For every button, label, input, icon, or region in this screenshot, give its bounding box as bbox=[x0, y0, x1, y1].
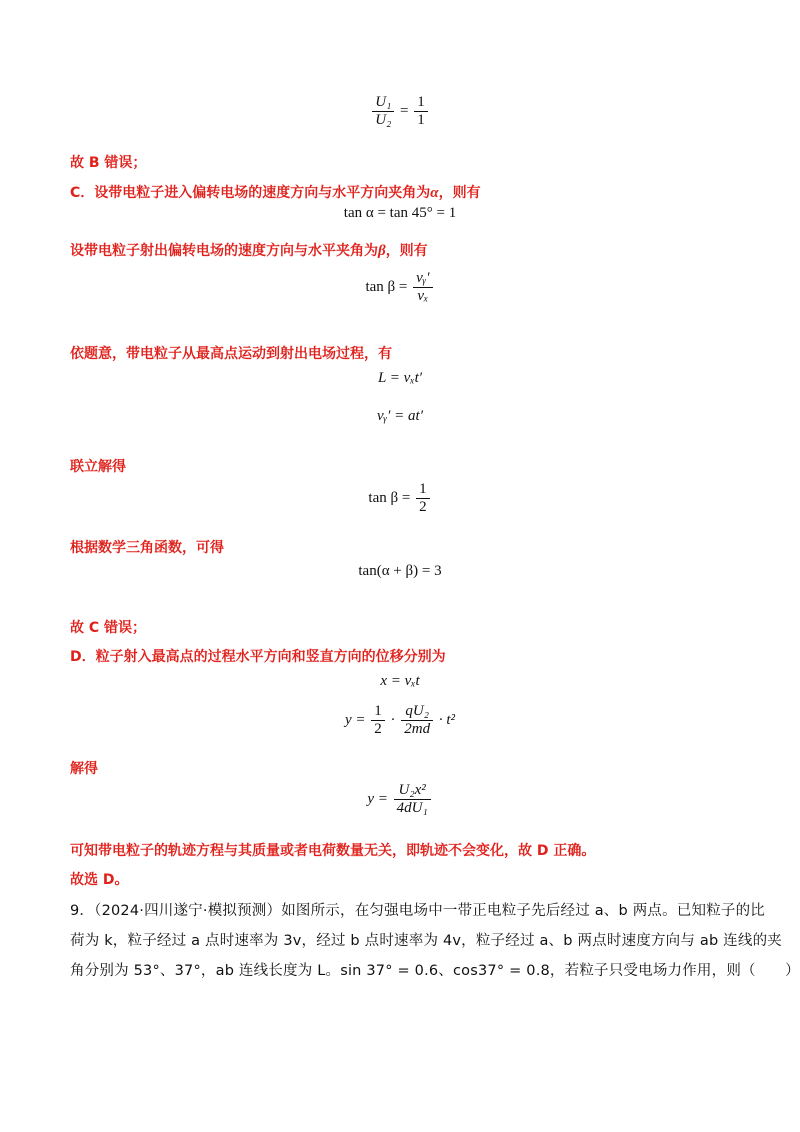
question-line-2: 荷为 k，粒子经过 a 点时速率为 3v，经过 b 点时速率为 4v，粒子经过 a、b 两点时速度方向与 ab 连线的夹 bbox=[70, 933, 782, 949]
eq-y2-lhs: y = bbox=[367, 790, 388, 807]
eq-y2-num: U₂x² bbox=[398, 782, 426, 798]
text-d-conclusion: 可知带电粒子的轨迹方程与其质量或者电荷数量无关，即轨迹不会变化，故 D 正确。 bbox=[70, 843, 596, 859]
fraction-trajectory bbox=[394, 782, 431, 817]
eq1-denominator: U₂ bbox=[375, 112, 392, 128]
eq1-numerator: U₁ bbox=[375, 94, 392, 110]
c-intro-end: ，则有 bbox=[438, 185, 481, 201]
text-c-solve: 联立解得 bbox=[70, 459, 126, 475]
text-c-process: 依题意，带电粒子从最高点运动到射出电场过程，有 bbox=[70, 346, 392, 362]
eq-y-lhs: y = bbox=[344, 711, 366, 728]
fraction-one-one bbox=[414, 94, 428, 129]
text-d-solve: 解得 bbox=[70, 761, 98, 777]
equation-y-displacement: y = $\frac{1}{2}$ · $\frac{\text{qU₂}}{2md}$ · t² bbox=[344, 703, 456, 737]
eq-tanb-num: 1 bbox=[416, 481, 430, 499]
equation-tan-beta-velocity bbox=[0, 270, 800, 305]
eq-L-text: L = vₓt′ bbox=[377, 370, 423, 386]
equation-vy bbox=[0, 408, 800, 425]
c-beta-var: β bbox=[378, 243, 386, 259]
eq-tanb-lhs: tan β = bbox=[368, 489, 411, 506]
equation-L bbox=[0, 370, 800, 387]
eq-y2-den: 4dU₁ bbox=[396, 800, 428, 816]
equation-x bbox=[0, 673, 800, 690]
eq-tan-beta-den: vₓ bbox=[417, 288, 429, 304]
text-d-intro: D．粒子射入最高点的过程水平方向和竖直方向的位移分别为 bbox=[70, 649, 446, 665]
text-c-wrong: 故 C 错误； bbox=[70, 620, 147, 636]
fraction-qu-2md bbox=[401, 703, 433, 738]
c-beta-end: ，则有 bbox=[385, 243, 428, 259]
equation-voltage-ratio: $\frac{\text{U₁}}{\text{U₂}}$ = $\frac{1}{1}$ bbox=[0, 94, 800, 129]
eq-y-f2-num: qU₂ bbox=[405, 703, 429, 719]
eq-y-f1-den: 2 bbox=[374, 721, 382, 737]
question-line-1: 9．（2024·四川遂宁·模拟预测）如图所示，在匀强电场中一带正电粒子先后经过 a、b 两点。已知粒子的比 bbox=[70, 903, 765, 919]
eq-y-tail: · t² bbox=[438, 711, 456, 728]
question-line-3: 角分别为 53°、37°，ab 连线长度为 L。sin 37° = 0.6、cos37° = 0.8，若粒子只受电场力作用，则（ ） bbox=[70, 963, 800, 979]
eq-x-text: x = vₓt bbox=[380, 673, 420, 689]
equation-trajectory bbox=[0, 782, 800, 817]
c-beta-text: 设带电粒子射出偏转电场的速度方向与水平夹角为 bbox=[70, 243, 378, 259]
eq-tan-beta-lhs: tan β = bbox=[365, 278, 408, 295]
eq-y-f2-den: 2md bbox=[404, 721, 431, 737]
eq-tanb-den: 2 bbox=[419, 499, 427, 515]
eq1-rhs-denominator: 1 bbox=[417, 112, 425, 128]
text-c-intro bbox=[70, 182, 481, 202]
eq-tan-beta-num: vᵧ′ bbox=[416, 270, 430, 286]
fraction-y-half bbox=[371, 703, 385, 738]
fraction-vy-vx bbox=[413, 270, 432, 305]
eq-y-f1-num: 1 bbox=[371, 703, 385, 721]
fraction-half bbox=[416, 481, 430, 516]
c-intro-alpha: α bbox=[430, 185, 439, 201]
equation-tan-beta-half bbox=[0, 481, 800, 516]
eq-vy-text: vᵧ′ = at′ bbox=[377, 408, 423, 424]
equation-tan-alpha: tan α = tan 45° = 1 bbox=[343, 205, 457, 221]
text-c-beta-intro bbox=[70, 240, 428, 260]
c-intro-text: C．设带电粒子进入偏转电场的速度方向与水平方向夹角为 bbox=[70, 185, 431, 201]
fraction-u1-u2 bbox=[372, 94, 394, 129]
text-c-trig: 根据数学三角函数，可得 bbox=[70, 540, 224, 556]
eq1-rhs-numerator: 1 bbox=[414, 94, 428, 112]
text-b-wrong: 故 B 错误； bbox=[70, 155, 147, 171]
text-answer: 故选 D。 bbox=[70, 872, 129, 888]
equation-tan-sum: tan(α + β) = 3 bbox=[358, 563, 442, 579]
